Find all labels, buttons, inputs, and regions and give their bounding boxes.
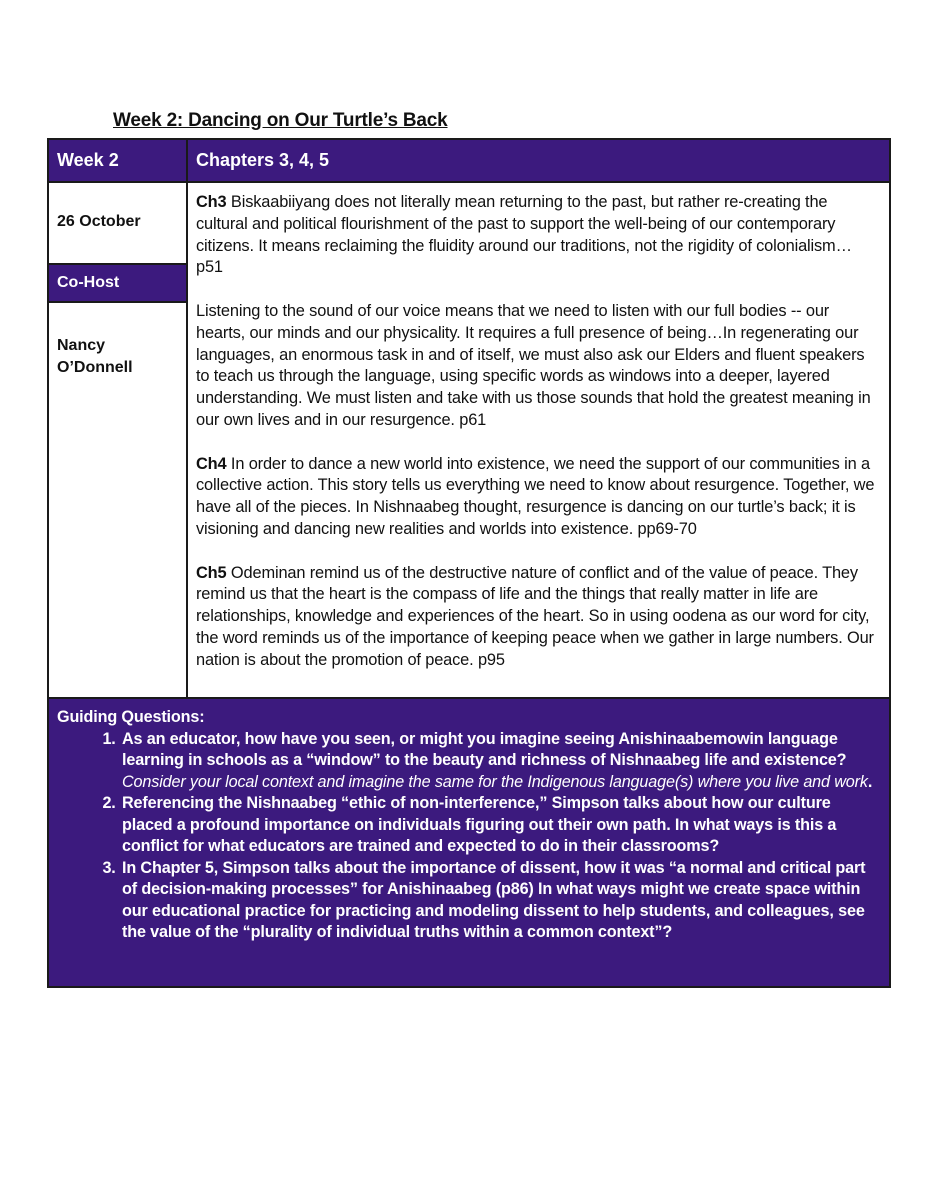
q1-text: As an educator, how have you seen, or might you imagine seeing Anishinaabemowin language learning in schools as a “window” to the beauty and richness of Nishnaabeg life and existence? (122, 729, 847, 769)
chapter-quotes (188, 183, 889, 697)
cohost-name-last: O’Donnell (57, 359, 133, 376)
guiding-question-1 (120, 729, 879, 794)
ch4-label: Ch4 (196, 454, 227, 473)
quote-ch3-listening: Listening to the sound of our voice means that we need to listen with our full bodies -- our hearts, our minds and our physicality. It requires a full presence of being…In regenerating our languages, an enormous task in and of itself, we must also ask our Elders and fluent speakers to teach us through the language, using specific words as windows into a deeper, layered understanding. We must listen and take with us those sounds that hold the greatest meaning in our own lives and in our resurgence. p61 (196, 301, 871, 429)
header-week-cell: Week 2 (49, 140, 188, 181)
ch3-text: Biskaabiiyang does not literally mean returning to the past, but rather re-creating the cultural and political flourishment of the past to support the well-being of our contemporary citizens. It means reclaiming the fluidity around our traditions, not the rigidity of colonialism… p51 (196, 193, 852, 277)
quote-ch4 (196, 454, 879, 541)
page-title: Week 2: Dancing on Our Turtle’s Back (113, 110, 448, 131)
schedule-table (47, 138, 891, 988)
guiding-questions-title: Guiding Questions: (57, 708, 205, 726)
cohost-name-first: Nancy (57, 337, 106, 354)
session-date: 26 October (49, 183, 186, 265)
ch5-label: Ch5 (196, 563, 227, 582)
ch4-text: In order to dance a new world into existence, we need the support of our communities in a collective action. This story tells us everything we need to know about resurgence. Together, we have all of the pieces. In Nishnaabeg thought, resurgence is dancing on our turtle’s back; it is visioning and dancing new realities and worlds into existence. pp69-70 (196, 454, 875, 538)
header-chapters-cell: Chapters 3, 4, 5 (196, 150, 330, 170)
ch3-label: Ch3 (196, 193, 227, 211)
guiding-questions-list (57, 729, 879, 944)
q1-end: . (867, 772, 873, 791)
guiding-question-3: 3. In Chapter 5, Simpson talks about the importance of dissent, how it was “a normal and critical part of decision-making processes” for Anishinaabeg (p86) In what ways might we create space within our educational practice for practicing and modeling dissent to help students, and colleagues, see the value of the “plurality of individual truths within a common context”? (120, 858, 879, 944)
session-info-column (49, 183, 188, 697)
ch5-text: Odeminan remind us of the destructive nature of conflict and of the value of peace. They remind us that the heart is the compass of life and the things that really matter in life are relationships, knowledge and experiences of the heart. So in using oodena as our word for city, the word reminds us of the importance of keeping peace when we gather in large numbers. Our nation is about the promotion of peace. p95 (196, 563, 874, 669)
quote-ch3 (196, 192, 879, 279)
q1-italic-text: Consider your local context and imagine the same for the Indigenous language(s) where you live and work (122, 772, 868, 791)
guiding-questions (49, 697, 889, 986)
cohost-label: Co-Host (49, 265, 186, 303)
guiding-question-2: 2. Referencing the Nishnaabeg “ethic of non-interference,” Simpson talks about how our culture placed a profound importance on individuals figuring out their own path. In what ways is this a conflict for what educators are trained and expected to do in their classrooms? (120, 793, 879, 858)
quote-ch5 (196, 563, 879, 672)
table-header-row (49, 140, 889, 183)
cohost-name (49, 303, 186, 379)
